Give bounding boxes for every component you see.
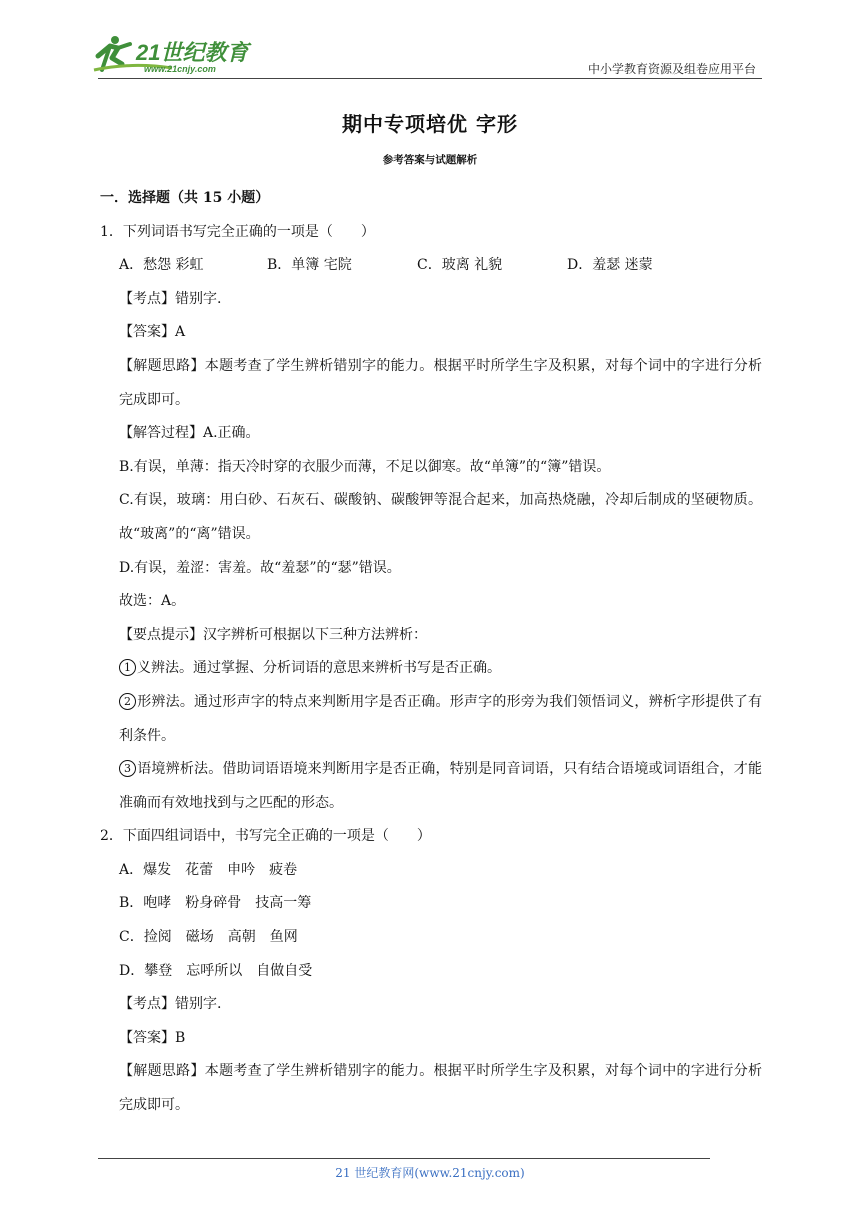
runner-logo-icon [92,34,262,76]
q2-option-b: B．咆哮 粉身碎骨 技高一筹 [119,895,312,912]
tip-text: 语境辨析法。借助词语语境来判断用字是否正确，特别是同音词语，只有结合语境或词语组合，才能准确而有效地找到与之匹配的形态。 [119,761,762,811]
q1-options [100,249,762,283]
logo-url: www.21cnjy.com [144,64,216,74]
site-logo[interactable] [92,34,262,76]
q2-idea: 【解题思路】本题考查了学生辨析错别字的能力。根据平时所学生字及积累，对每个词中的字进行分析完成即可。 [119,1063,762,1114]
q2-option-a: A．爆发 花蕾 申吟 疲卷 [119,861,298,878]
q2-option-c: C．捡阅 磁场 高朝 鱼网 [119,929,298,946]
q1-process: 【解答过程】A.正确。 [119,425,260,442]
q1-tip-2 [100,686,762,753]
q1-option-a: A．愁怨 彩虹 [119,257,204,274]
q1-analysis-d: D.有误，羞涩：害羞。故“羞瑟”的“瑟”错误。 [119,559,401,576]
q2-option-d: D．攀登 忘呼所以 自做自受 [119,962,313,979]
circled-number-icon: 1 [119,659,136,676]
header-divider [98,78,762,79]
tip-text: 形辨法。通过形声字的特点来判断用字是否正确。形声字的形旁为我们领悟词义，辨析字形提供了有利条件。 [119,693,762,744]
circled-number-icon: 2 [119,693,136,710]
q1-point: 【考点】错别字. [119,290,222,307]
q1-analysis-b: B.有误，单薄：指天冷时穿的衣服少而薄，不足以御寒。故“单簿”的“簿”错误。 [119,458,611,475]
q2-point: 【考点】错别字. [119,996,222,1013]
page-subtitle: 参考答案与试题解析 [382,154,478,166]
q1-idea: 【解题思路】本题考查了学生辨析错别字的能力。根据平时所学生字及积累，对每个词中的字进行分析完成即可。 [119,357,762,408]
q1-stem: 1．下列词语书写完全正确的一项是（ ） [100,223,375,240]
footer-divider [98,1158,710,1159]
logo-text: 21世纪教育 [136,40,249,65]
circled-number-icon: 3 [119,760,136,777]
q1-choice: 故选：A。 [119,593,186,610]
q1-option-b: B．单簿 宅院 [267,257,352,274]
q1-option-d: D．羞瑟 迷蒙 [567,257,653,274]
section-heading: 一．选择题（共 15 小题） [100,190,270,206]
q1-answer: 【答案】A [119,324,186,341]
tip-text: 义辨法。通过掌握、分析词语的意思来辨析书写是否正确。 [137,660,501,677]
q2-answer: 【答案】B [119,1029,186,1046]
q2-stem: 2．下面四组词语中，书写完全正确的一项是（ ） [100,828,431,845]
q1-analysis-c: C.有误，玻璃：用白砂、石灰石、碳酸钠、碳酸钾等混合起来，加高热烧融，冷却后制成的坚硬物质。故“玻离”的“离”错误。 [119,492,762,542]
page-title: 期中专项培优 字形 [342,112,518,136]
q1-tip-3 [100,753,762,820]
q1-tip-title: 【要点提示】汉字辨析可根据以下三种方法辨析： [119,626,427,643]
q1-tip-1 [100,652,762,686]
footer-link[interactable]: 21 世纪教育网(www.21cnjy.com) [335,1166,525,1180]
platform-name: 中小学教育资源及组卷应用平台 [587,62,756,76]
document-body [100,182,762,1123]
q1-option-c: C．玻离 礼貌 [417,257,503,274]
